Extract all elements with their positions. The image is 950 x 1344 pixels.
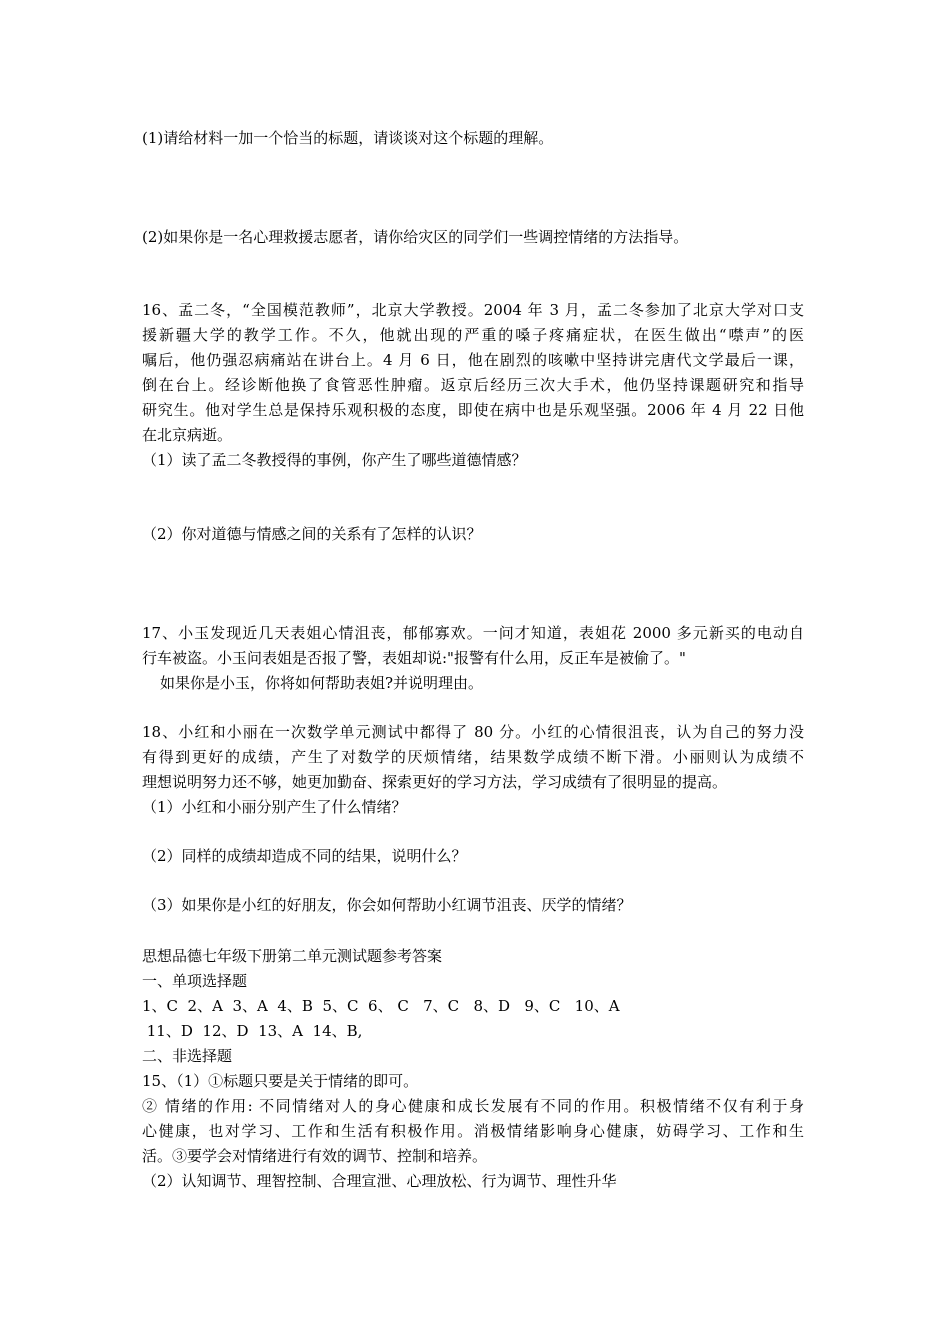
q16-line-6: 在北京病逝。 (142, 426, 233, 444)
q15-sub1: (1)请给材料一加一个恰当的标题，请谈谈对这个标题的理解。 (142, 129, 554, 147)
answers-title: 思想品德七年级下册第二单元测试题参考答案 (142, 947, 443, 965)
q17-question: 如果你是小玉，你将如何帮助表姐?并说明理由。 (160, 674, 484, 692)
q18-line-3: 理想说明努力还不够，她更加勤奋、探索更好的学习方法，学习成绩有了很明显的提高。 (142, 773, 728, 791)
answer-15-3: （2）认知调节、理智控制、合理宣泄、心理放松、行为调节、理性升华 (142, 1172, 617, 1190)
q18-sub2: （2）同样的成绩却造成不同的结果，说明什么？ (142, 847, 467, 865)
answers-row1: 1、C 2、A 3、A 4、B 5、C 6、 C 7、C 8、D 9、C 10、A (142, 997, 620, 1015)
answer-15-2-line-1: ② 情绪的作用: 不同情绪对人的身心健康和成长发展有不同的作用。积极情绪不仅有利于身 (142, 1097, 804, 1115)
q17-line-1: 17、小玉发现近几天表姐心情沮丧，郁郁寡欢。一问才知道，表姐花 2000 多元新买的电动自 (142, 624, 804, 642)
answers-section1: 一、单项选择题 (142, 972, 248, 990)
q18-sub3: （3）如果你是小红的好朋友，你会如何帮助小红调节沮丧、厌学的情绪？ (142, 896, 632, 914)
q16-line-4: 倒在台上。经诊断他换了食管恶性肿瘤。返京后经历三次大手术，他仍坚持课题研究和指导 (142, 376, 804, 394)
q17-line-2: 行车被盗。小玉问表姐是否报了警，表姐却说:"报警有什么用，反正车是被偷了。" (142, 649, 686, 667)
q16-sub2: （2）你对道德与情感之间的关系有了怎样的认识？ (142, 525, 482, 543)
answer-15-2-line-2: 心健康，也对学习、工作和生活有积极作用。消极情绪影响身心健康，妨碍学习、工作和生 (142, 1122, 804, 1140)
q16-line-5: 研究生。他对学生总是保持乐观积极的态度，即使在病中也是乐观坚强。2006 年 4 月 22 日他 (142, 401, 804, 419)
q16-line-2: 援新疆大学的教学工作。不久，他就出现的严重的嗓子疼痛症状，在医生做出“噤声”的医 (142, 326, 804, 344)
answer-15-2-line-3: 活。③要学会对情绪进行有效的调节、控制和培养。 (142, 1147, 488, 1165)
q18-line-2: 有得到更好的成绩，产生了对数学的厌烦情绪，结果数学成绩不断下滑。小丽则认为成绩不 (142, 748, 804, 766)
q18-line-1: 18、小红和小丽在一次数学单元测试中都得了 80 分。小红的心情很沮丧，认为自己的努力没 (142, 723, 804, 741)
q18-sub1: （1）小红和小丽分别产生了什么情绪？ (142, 798, 407, 816)
q16-line-1: 16、孟二冬，“全国模范教师”，北京大学教授。2004 年 3 月，孟二冬参加了北京大学对口支 (142, 301, 804, 319)
answer-15-1: 15、（1）①标题只要是关于情绪的即可。 (142, 1072, 419, 1090)
q16-line-3: 嘱后，他仍强忍病痛站在讲台上。4 月 6 日，他在剧烈的咳嗽中坚持讲完唐代文学最后一课， (142, 351, 804, 369)
answers-row2: 11、D 12、D 13、A 14、B, (142, 1022, 363, 1040)
answers-section2: 二、非选择题 (142, 1047, 233, 1065)
q15-sub2: (2)如果你是一名心理救援志愿者，请你给灾区的同学们一些调控情绪的方法指导。 (142, 228, 689, 246)
q16-sub1: （1）读了孟二冬教授得的事例，你产生了哪些道德情感？ (142, 451, 527, 469)
